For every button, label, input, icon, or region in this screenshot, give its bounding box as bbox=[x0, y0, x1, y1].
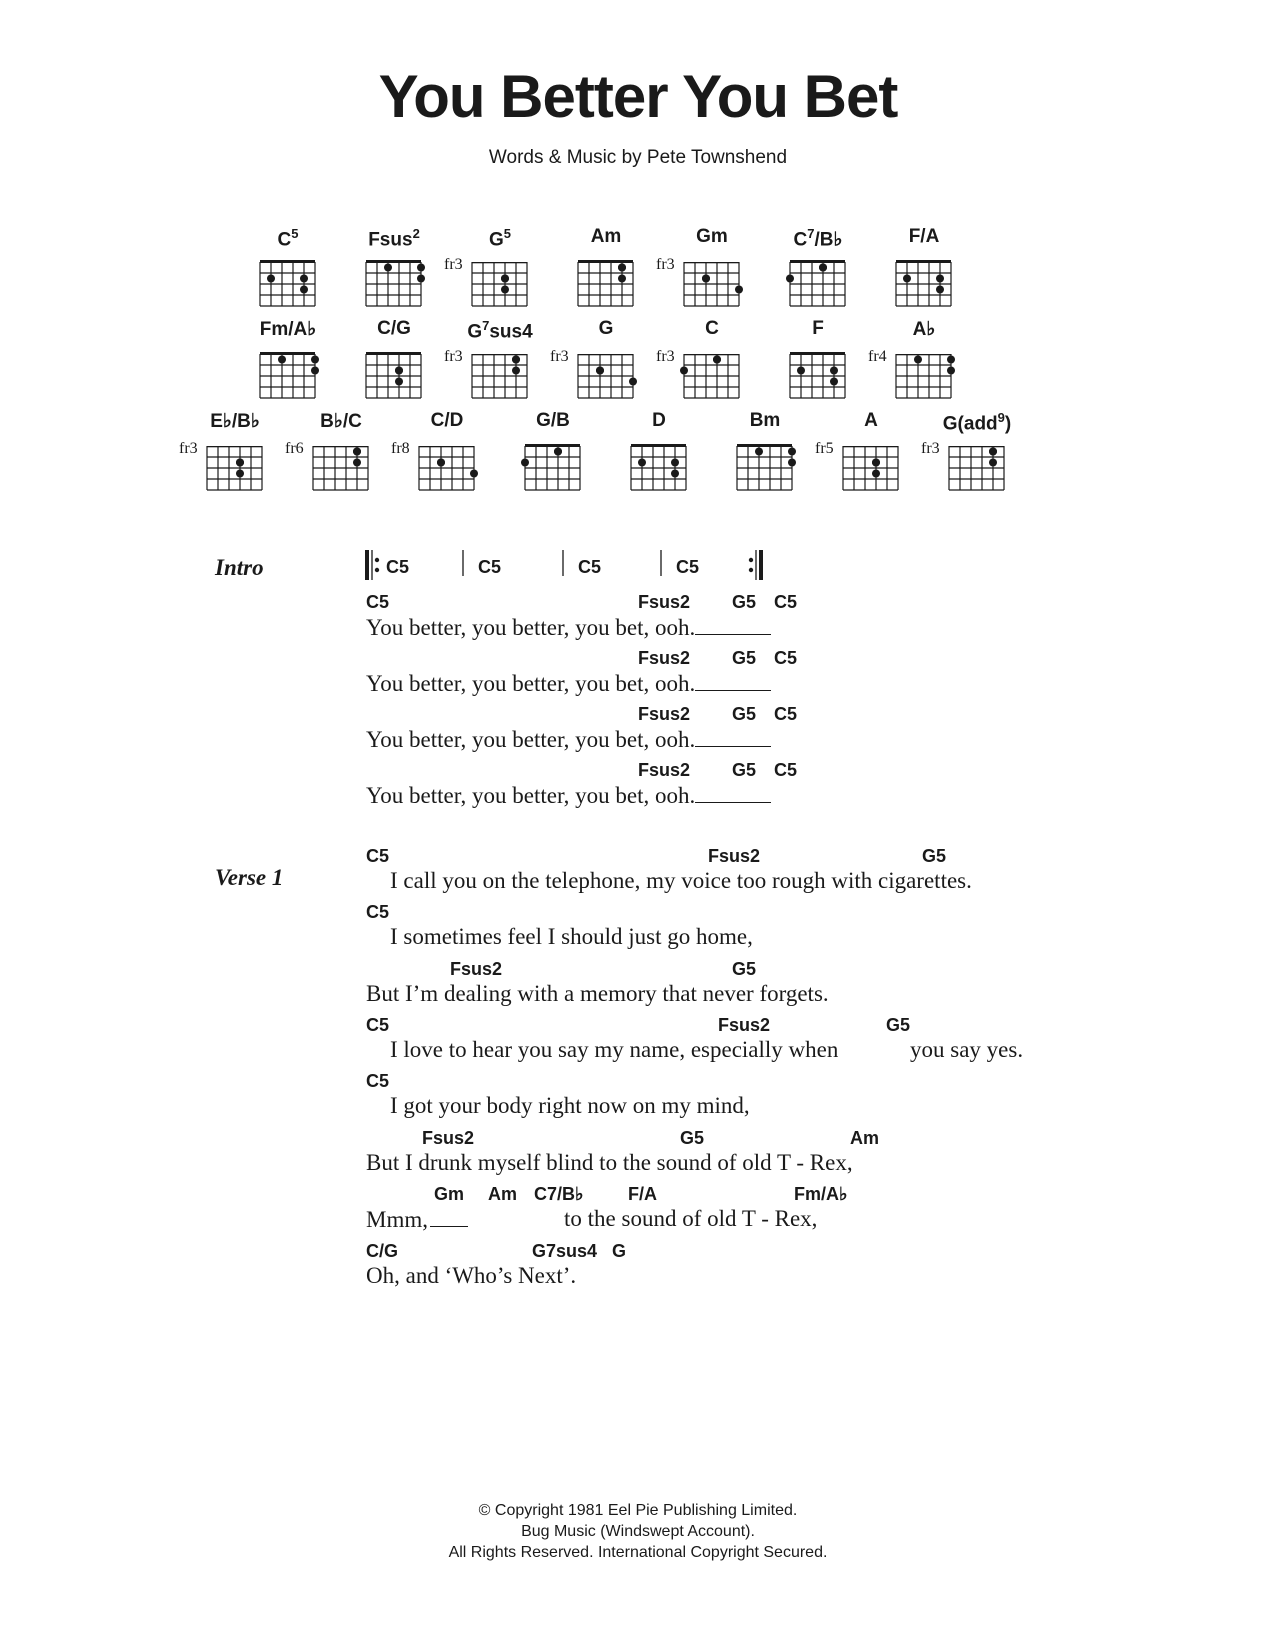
chord-label: C5 bbox=[774, 760, 798, 780]
lyric-text: I love to hear you say my name, especially when bbox=[390, 1037, 839, 1062]
lyric-text: I call you on the telephone, my voice too rough with cigarettes. bbox=[390, 868, 972, 893]
finger-dot bbox=[872, 459, 880, 467]
chord-diagram bbox=[387, 410, 507, 500]
intro-bar-chord: C5 bbox=[478, 557, 502, 577]
chord-label: G5 bbox=[922, 846, 947, 866]
fret-position-label: fr3 bbox=[444, 348, 463, 365]
fret-position-label: fr3 bbox=[656, 256, 675, 273]
finger-dot bbox=[311, 356, 319, 364]
lyric-text: Mmm, bbox=[366, 1206, 468, 1233]
fretboard-grid bbox=[864, 226, 984, 316]
finger-dot bbox=[501, 275, 509, 283]
lyric-line bbox=[366, 592, 1126, 648]
repeat-barlines bbox=[360, 548, 780, 584]
section-label-verse-1: Verse 1 bbox=[215, 865, 284, 890]
finger-dot bbox=[989, 448, 997, 456]
chord-diagram bbox=[228, 318, 348, 408]
chord-label: G5 bbox=[732, 592, 757, 612]
chord-diagram bbox=[758, 226, 878, 316]
chord-diagram-name: E♭/B♭ bbox=[210, 411, 260, 432]
finger-dot bbox=[395, 367, 403, 375]
fretboard-grid bbox=[758, 226, 878, 316]
song-title: You Better You Bet bbox=[378, 63, 898, 130]
chord-label: Fsus2 bbox=[450, 959, 503, 979]
hold-line bbox=[695, 614, 771, 635]
finger-dot bbox=[417, 264, 425, 272]
lyric-line bbox=[366, 1128, 1126, 1184]
chord-diagram bbox=[334, 226, 454, 316]
finger-dot bbox=[395, 378, 403, 386]
chord-diagram bbox=[599, 410, 719, 500]
copyright-line: Bug Music (Windswept Account). bbox=[521, 1523, 755, 1540]
finger-dot bbox=[830, 378, 838, 386]
finger-dot bbox=[512, 367, 520, 375]
chord-diagram bbox=[652, 226, 772, 316]
lyric-text: You better, you better, you bet, ooh. bbox=[366, 614, 771, 641]
finger-dot bbox=[914, 356, 922, 364]
chord-label: Fsus2 bbox=[422, 1128, 475, 1148]
chord-label: F/A bbox=[628, 1184, 657, 1204]
lyric-line bbox=[366, 704, 1126, 760]
finger-dot bbox=[521, 459, 529, 467]
finger-dot bbox=[618, 264, 626, 272]
chord-diagram-name: G/B bbox=[536, 410, 570, 431]
finger-dot bbox=[470, 470, 478, 478]
lyric-text: You better, you better, you bet, ooh. bbox=[366, 782, 771, 809]
chord-label: G5 bbox=[732, 704, 757, 724]
chord-diagram bbox=[811, 410, 931, 500]
finger-dot bbox=[353, 459, 361, 467]
chord-label: G7sus4 bbox=[532, 1241, 598, 1261]
fretboard-grid bbox=[334, 226, 454, 316]
chord-label: Am bbox=[488, 1184, 518, 1204]
lyric-line bbox=[366, 760, 1126, 816]
finger-dot bbox=[353, 448, 361, 456]
chord-label: G5 bbox=[680, 1128, 705, 1148]
chord-diagram-name: Fm/A♭ bbox=[259, 319, 317, 340]
lyric-text: You better, you better, you bet, ooh. bbox=[366, 670, 771, 697]
finger-dot bbox=[797, 367, 805, 375]
chord-diagram bbox=[440, 318, 560, 408]
lyric-line bbox=[366, 1071, 1126, 1127]
finger-dot bbox=[384, 264, 392, 272]
finger-dot bbox=[638, 459, 646, 467]
chord-diagram-name: C/G bbox=[377, 318, 411, 339]
finger-dot bbox=[236, 459, 244, 467]
chord-label: Fsus2 bbox=[638, 592, 691, 612]
finger-dot bbox=[618, 275, 626, 283]
finger-dot bbox=[512, 356, 520, 364]
chord-label: C5 bbox=[774, 648, 798, 668]
chord-diagram-name: Bm bbox=[749, 410, 781, 431]
chord-diagram bbox=[281, 410, 401, 500]
finger-dot bbox=[278, 356, 286, 364]
lyric-line bbox=[366, 648, 1126, 704]
lyric-text: you say yes. bbox=[910, 1037, 1024, 1062]
finger-dot bbox=[267, 275, 275, 283]
fretboard-grid bbox=[599, 410, 719, 500]
chord-diagram-name: F/A bbox=[908, 226, 940, 247]
finger-dot bbox=[947, 367, 955, 375]
fretboard-grid bbox=[758, 318, 878, 408]
finger-dot bbox=[819, 264, 827, 272]
chord-diagram-name: $C^7/B♭$ bbox=[793, 226, 843, 251]
chord-label: G5 bbox=[732, 760, 757, 780]
lyric-line bbox=[366, 1241, 1126, 1297]
chord-diagram-name: F bbox=[812, 318, 824, 339]
hold-line bbox=[695, 782, 771, 803]
chord-diagram-name: C/D bbox=[430, 410, 464, 431]
chord-diagram-name: G(add$^9$) bbox=[942, 410, 1012, 435]
finger-dot bbox=[702, 275, 710, 283]
fretboard-grid bbox=[493, 410, 613, 500]
chord-label: Am bbox=[850, 1128, 880, 1148]
hold-line bbox=[695, 670, 771, 691]
lyric-text: You better, you better, you bet, ooh. bbox=[366, 726, 771, 753]
fret-position-label: fr3 bbox=[921, 440, 940, 457]
copyright-notice bbox=[0, 1500, 1276, 1563]
chord-diagram-name: D bbox=[652, 410, 666, 431]
chord-label: Gm bbox=[434, 1184, 465, 1204]
finger-dot bbox=[735, 286, 743, 294]
chord-label: Fsus2 bbox=[638, 648, 691, 668]
fretboard-grid bbox=[705, 410, 825, 500]
chord-diagram-name: A bbox=[864, 410, 878, 431]
chord-label: G5 bbox=[886, 1015, 911, 1035]
lyric-line bbox=[366, 1015, 1266, 1071]
chord-label: C5 bbox=[366, 1015, 390, 1035]
chord-diagram-name: G bbox=[598, 318, 614, 339]
chord-diagram bbox=[652, 318, 772, 408]
intro-bar-chord: C5 bbox=[578, 557, 602, 577]
lyric-text: I got your body right now on my mind, bbox=[390, 1093, 750, 1118]
chord-label: G bbox=[612, 1241, 627, 1261]
chord-diagram-name: C bbox=[705, 318, 719, 339]
finger-dot bbox=[755, 448, 763, 456]
chord-diagram bbox=[864, 226, 984, 316]
chord-diagram bbox=[228, 226, 348, 316]
fret-position-label: fr6 bbox=[285, 440, 304, 457]
chord-diagram-name: $G^7sus4$ bbox=[467, 318, 533, 343]
finger-dot bbox=[437, 459, 445, 467]
fret-position-label: fr3 bbox=[444, 256, 463, 273]
finger-dot bbox=[936, 286, 944, 294]
chord-diagram bbox=[175, 410, 295, 500]
chord-label: Fsus2 bbox=[638, 760, 691, 780]
chord-label: C5 bbox=[366, 902, 390, 922]
finger-dot bbox=[786, 275, 794, 283]
fretboard-grid bbox=[546, 226, 666, 316]
copyright-line: All Rights Reserved. International Copyright Secured. bbox=[448, 1544, 828, 1561]
finger-dot bbox=[788, 459, 796, 467]
lyric-text: to the sound of old T - Rex, bbox=[564, 1206, 818, 1231]
copyright-line: © Copyright 1981 Eel Pie Publishing Limited. bbox=[478, 1502, 798, 1519]
fretboard-grid bbox=[228, 226, 348, 316]
finger-dot bbox=[903, 275, 911, 283]
chord-label: C5 bbox=[774, 592, 798, 612]
lyric-line bbox=[366, 959, 1126, 1015]
finger-dot bbox=[680, 367, 688, 375]
intro-bar-chord: C5 bbox=[676, 557, 700, 577]
fret-position-label: fr4 bbox=[868, 348, 887, 365]
fret-position-label: fr5 bbox=[815, 440, 834, 457]
finger-dot bbox=[236, 470, 244, 478]
fret-position-label: fr8 bbox=[391, 440, 410, 457]
finger-dot bbox=[629, 378, 637, 386]
finger-dot bbox=[417, 275, 425, 283]
lyric-text: Oh, and ‘Who’s Next’. bbox=[366, 1263, 577, 1288]
intro-bar-chord: C5 bbox=[386, 557, 410, 577]
finger-dot bbox=[989, 459, 997, 467]
fret-position-label: fr3 bbox=[656, 348, 675, 365]
lyric-line bbox=[366, 1184, 1126, 1240]
lyric-text: I sometimes feel I should just go home, bbox=[390, 924, 753, 949]
chord-diagram-name: $G^5$ bbox=[488, 226, 511, 251]
finger-dot bbox=[554, 448, 562, 456]
chord-label: Fsus2 bbox=[708, 846, 761, 866]
chord-diagram bbox=[917, 410, 1037, 500]
lyric-text: But I’m dealing with a memory that never forgets. bbox=[366, 981, 829, 1006]
hold-line bbox=[430, 1206, 468, 1227]
finger-dot bbox=[671, 470, 679, 478]
chord-label: C5 bbox=[366, 592, 390, 612]
chord-diagram-name: Fsus$^2$ bbox=[368, 226, 420, 251]
finger-dot bbox=[830, 367, 838, 375]
fretboard-grid bbox=[334, 318, 454, 408]
chord-diagram-name: B♭/C bbox=[320, 411, 362, 432]
chord-label: Fm/A♭ bbox=[794, 1184, 848, 1204]
fret-position-label: fr3 bbox=[179, 440, 198, 457]
finger-dot bbox=[311, 367, 319, 375]
chord-diagram bbox=[440, 226, 560, 316]
fret-position-label: fr3 bbox=[550, 348, 569, 365]
finger-dot bbox=[713, 356, 721, 364]
finger-dot bbox=[300, 286, 308, 294]
chord-label: C5 bbox=[774, 704, 798, 724]
finger-dot bbox=[300, 275, 308, 283]
chord-diagram bbox=[546, 318, 666, 408]
song-credits: Words & Music by Pete Townshend bbox=[488, 147, 788, 168]
hold-line bbox=[695, 726, 771, 747]
chord-label: C/G bbox=[366, 1241, 399, 1261]
chord-diagram bbox=[705, 410, 825, 500]
finger-dot bbox=[947, 356, 955, 364]
chord-diagram bbox=[758, 318, 878, 408]
chord-diagram bbox=[864, 318, 984, 408]
finger-dot bbox=[936, 275, 944, 283]
chord-label: Fsus2 bbox=[638, 704, 691, 724]
finger-dot bbox=[671, 459, 679, 467]
chord-label: G5 bbox=[732, 959, 757, 979]
lyric-line bbox=[366, 846, 1266, 902]
finger-dot bbox=[501, 286, 509, 294]
fretboard-grid bbox=[228, 318, 348, 408]
chord-diagram bbox=[493, 410, 613, 500]
finger-dot bbox=[872, 470, 880, 478]
chord-diagram bbox=[546, 226, 666, 316]
chord-label: G5 bbox=[732, 648, 757, 668]
chord-diagram-name: A♭ bbox=[912, 319, 936, 340]
chord-label: Fsus2 bbox=[718, 1015, 771, 1035]
chord-diagram-name: $C^5$ bbox=[277, 226, 299, 251]
lyric-line bbox=[366, 902, 1126, 958]
lyric-text: But I drunk myself blind to the sound of old T - Rex, bbox=[366, 1150, 853, 1175]
section-label-intro: Intro bbox=[215, 555, 264, 580]
chord-label: C7/B♭ bbox=[534, 1184, 584, 1204]
chord-diagram-name: Gm bbox=[696, 226, 728, 247]
finger-dot bbox=[788, 448, 796, 456]
finger-dot bbox=[596, 367, 604, 375]
chord-label: C5 bbox=[366, 846, 390, 866]
chord-label: C5 bbox=[366, 1071, 390, 1091]
chord-diagram bbox=[334, 318, 454, 408]
chord-diagram-name: Am bbox=[590, 226, 622, 247]
